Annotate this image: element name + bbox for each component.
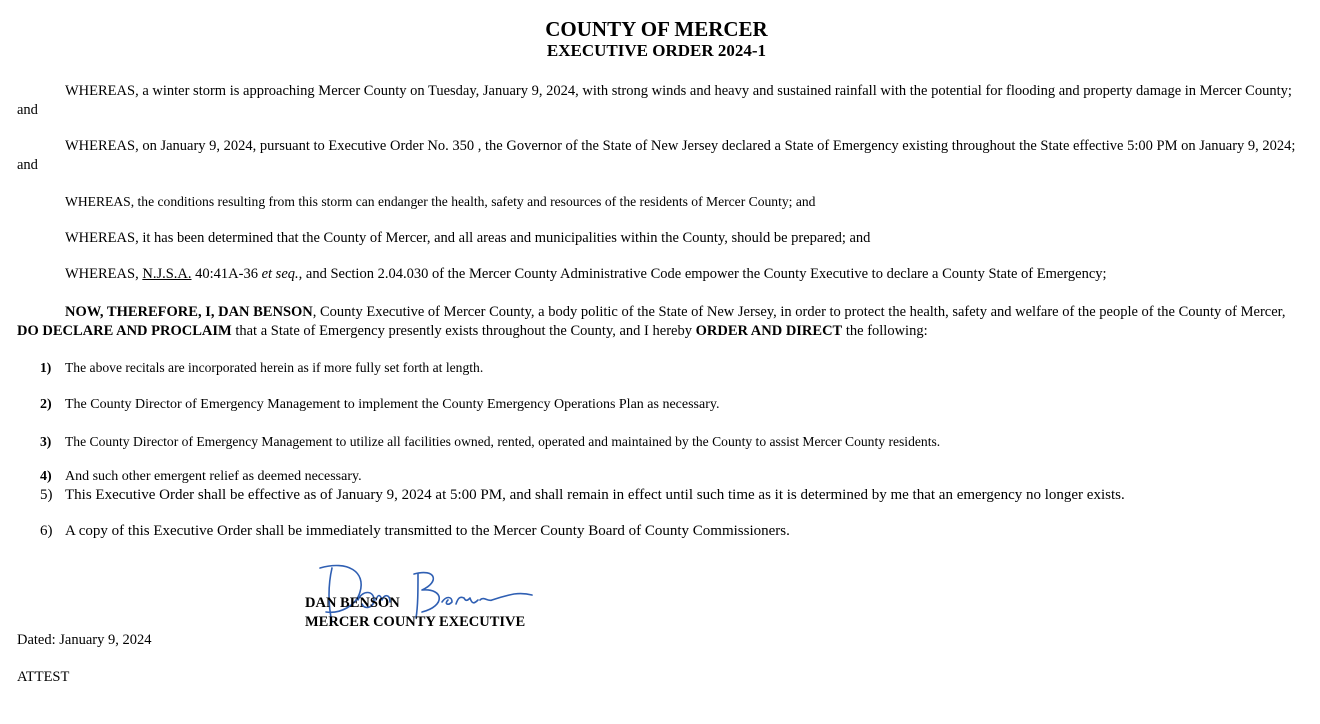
document-title: COUNTY OF MERCER [545,17,768,41]
order-text: This Executive Order shall be effective as of January 9, 2024 at 5:00 PM, and shall remain in effect until such time as it is determined by me that an emergency no longer exists. [65,487,1125,503]
document-subtitle: EXECUTIVE ORDER 2024-1 [546,41,767,60]
order-text: The above recitals are incorporated herein as if more fully set forth at length. [65,360,484,375]
order-text: The County Director of Emergency Management to implement the County Emergency Operations Plan as necessary. [65,397,720,412]
whereas-prefix: WHEREAS, [65,266,143,282]
whereas-paragraph-5 [17,265,1299,284]
order-item-1 [40,358,483,377]
order-number: 1) [40,360,52,375]
proclamation-text-2: that a State of Emergency presently exists throughout the County, and I hereby [231,323,696,339]
order-text: And such other emergent relief as deemed necessary. [65,469,362,484]
whereas-paragraph-4: WHEREAS, it has been determined that the County of Mercer, and all areas and municipalities within the County, should be prepared; and [65,230,871,246]
order-number: 3) [40,434,52,449]
order-number: 5) [40,487,53,503]
proclamation-lead: NOW, THEREFORE, I, DAN BENSON [65,304,313,320]
attest-line: ATTEST [17,669,70,685]
dated-line: Dated: January 9, 2024 [17,632,152,648]
signer-name: DAN BENSON [305,595,400,611]
order-number: 4) [40,469,52,484]
proclamation-declare: DO DECLARE AND PROCLAIM [17,323,232,339]
order-item-2 [40,395,719,414]
whereas-paragraph-3: WHEREAS, the conditions resulting from this storm can endanger the health, safety and resources of the residents of Mercer County; and [65,194,816,209]
order-item-3 [40,432,940,451]
order-text: The County Director of Emergency Management to utilize all facilities owned, rented, operated and maintained by the County to assist Mercer County residents. [65,434,941,449]
order-item-6 [40,522,790,541]
proclamation-order: ORDER AND DIRECT [695,323,843,339]
order-item-4 [40,467,362,486]
proclamation-text-3: the following: [842,323,928,339]
whereas-rest: and Section 2.04.030 of the Mercer County Administrative Code empower the County Executive to declare a County State of Emergency; [302,266,1107,282]
et-seq: et seq., [261,266,303,282]
order-number: 2) [40,397,52,412]
whereas-paragraph-1: WHEREAS, a winter storm is approaching Mercer County on Tuesday, January 9, 2024, with strong winds and heavy and sustained rainfall with the potential for flooding and property damage in Mercer County; and [17,83,1292,118]
statute-section: 40:41A-36 [191,266,262,282]
proclamation-text-1: , County Executive of Mercer County, a body politic of the State of New Jersey, in order to protect the health, safety and welfare of the people of the County of Mercer, [312,304,1286,320]
order-number: 6) [40,523,53,539]
proclamation-paragraph [17,303,1299,341]
order-item-5 [40,486,1125,505]
order-text: A copy of this Executive Order shall be immediately transmitted to the Mercer County Board of County Commissioners. [65,523,790,539]
signer-title: MERCER COUNTY EXECUTIVE [305,614,526,630]
statute-reference: N.J.S.A. [142,266,192,282]
whereas-paragraph-2: WHEREAS, on January 9, 2024, pursuant to Executive Order No. 350 , the Governor of the State of New Jersey declared a State of Emergency existing throughout the State effective 5:00 PM on January 9, 2024; and [17,138,1296,173]
